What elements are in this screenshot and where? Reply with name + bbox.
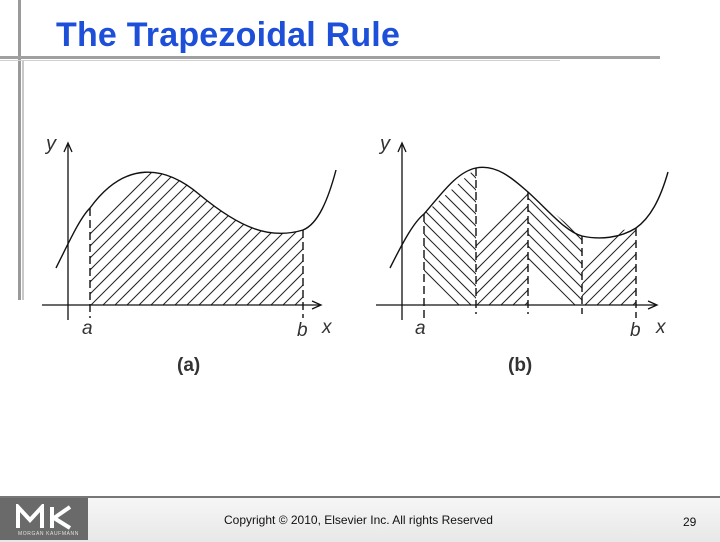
figure-b <box>376 102 720 400</box>
a-label-b: a <box>415 318 426 339</box>
hatch-area-b <box>392 102 720 400</box>
y-axis-label-b: y <box>380 133 390 155</box>
publisher-logo <box>0 498 88 540</box>
x-axis-label-a: x <box>322 317 332 338</box>
mk-logo-icon <box>14 504 74 530</box>
x-axis-label-b: x <box>656 317 666 338</box>
a-label-a: a <box>82 318 93 339</box>
caption-b: (b) <box>508 355 533 376</box>
caption-a: (a) <box>177 355 201 376</box>
function-curve-a <box>56 170 336 268</box>
logo-subtext: MORGAN KAUFMANN <box>18 531 79 537</box>
copyright-text: Copyright © 2010, Elsevier Inc. All rights Reserved <box>224 513 493 527</box>
slide-title: The Trapezoidal Rule <box>56 16 401 54</box>
y-axis-label-a: y <box>46 133 56 155</box>
figure-a <box>4 120 504 376</box>
hatch-area-a <box>4 120 504 320</box>
b-label-a: b <box>297 320 308 341</box>
b-label-b: b <box>630 320 641 341</box>
page-number: 29 <box>683 515 697 529</box>
